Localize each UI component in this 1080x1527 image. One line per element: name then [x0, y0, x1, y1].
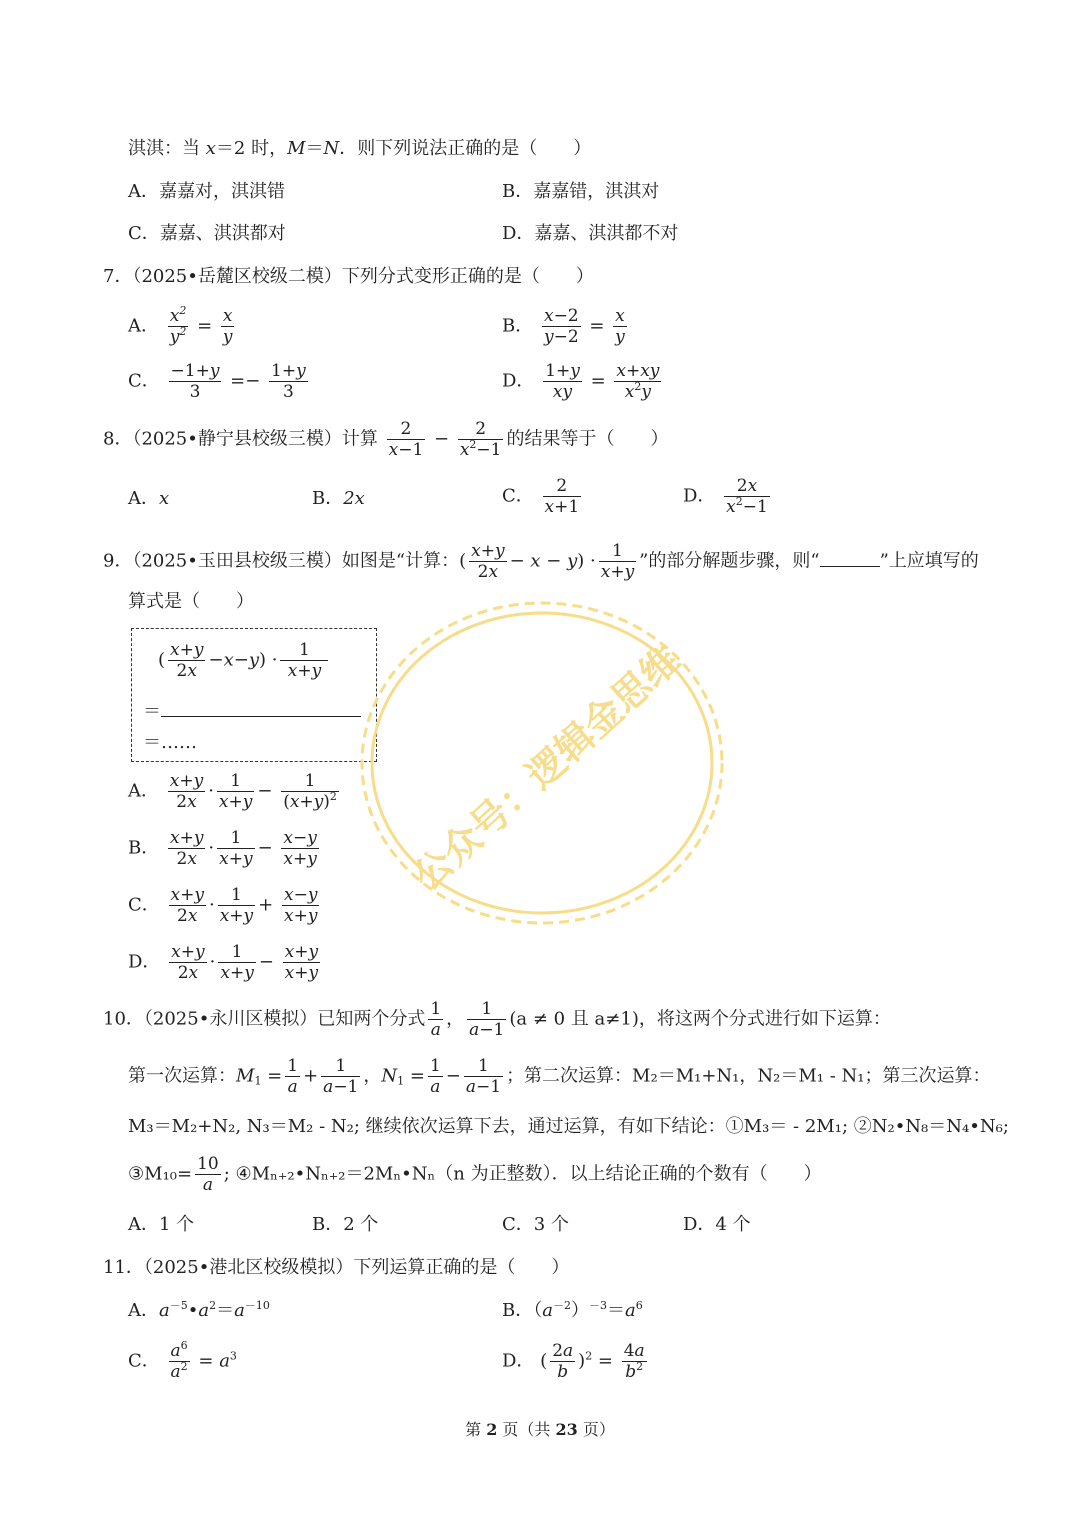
q10-line3: M₃＝M₂+N₂, N₃＝M₂ - N₂; 继续依次运算下去，通过运算，有如下结论：①M₃＝ - 2M₁; ②N₂•N₈＝N₄•N₆;	[128, 1116, 1009, 1137]
page-footer: 第 2 页（共 23 页）	[465, 1420, 615, 1439]
q7-option-b: B． $\frac{x-2}{y-2}$ = $\frac{x}{y}$	[502, 306, 625, 347]
q9-option-b: B． $\frac{x+y}{2x}$ · $\frac{1}{x+y}$ − $\frac{x-y}{x+y}$	[128, 828, 317, 869]
q9-stem-line2: 算式是（ ）	[128, 591, 254, 612]
q6-option-a: A．嘉嘉对，淇淇错	[128, 181, 285, 202]
answer-blank	[820, 550, 880, 567]
q6-stem-tail: 淇淇：当 x＝2 时，M＝N．则下列说法正确的是（ ）	[128, 138, 592, 159]
q11-option-a: A．$a^{-5}•a^2=a^{-10}$	[128, 1299, 270, 1321]
q11-stem: 11．（2025•港北区校级模拟）下列运算正确的是（ ）	[103, 1257, 570, 1278]
q7-stem: 7．（2025•岳麓区校级二模）下列分式变形正确的是（ ）	[103, 266, 594, 287]
q9-option-c: C． $\frac{x+y}{2x}$ · $\frac{1}{x+y}$ + $\frac{x-y}{x+y}$	[128, 885, 318, 926]
q8-option-d: D． $\frac{2x}{x^2-1}$	[683, 476, 768, 517]
q9-option-a: A． $\frac{x+y}{2x}$ · $\frac{1}{x+y}$ − $\frac{1}{(x+y)^2}$	[128, 771, 337, 812]
q10-stem: 10．（2025•永川区模拟）已知两个分式 $\frac{1}{a}$ ， $\frac{1}{a-1}$ (a ≠ 0 且 a≠1)，将这两个分式进行如下运算：	[103, 999, 891, 1040]
q7-option-a: A． $\frac{x^2}{y^2}$ = $\frac{x}{y}$	[128, 304, 233, 347]
q9-option-d: D． $\frac{x+y}{2x}$ · $\frac{1}{x+y}$ − $\frac{x+y}{x+y}$	[128, 942, 319, 983]
q10-option-c: C．3 个	[502, 1214, 569, 1235]
box-step-dots: ＝……	[143, 732, 197, 753]
q6-option-c: C．嘉嘉、淇淇都对	[128, 223, 286, 244]
q8-option-a: A．x	[128, 488, 170, 509]
q10-line4: ③M₁₀= $\frac{10}{a}$ ; ④Mₙ₊₂•Nₙ₊₂＝2Mₙ•Nₙ（n 为正整数）．以上结论正确的个数有（ ）	[128, 1154, 822, 1195]
q10-option-d: D．4 个	[683, 1214, 751, 1235]
q11-option-d: D． ( $\frac{2a}{b}$ )$^2$ = $\frac{4a}{b^2}$	[502, 1341, 645, 1382]
q10-option-a: A．1 个	[128, 1214, 195, 1235]
q7-option-d: D． $\frac{1+y}{xy}$ = $\frac{x+xy}{x^2y}$	[502, 361, 660, 402]
q8-option-c: C． $\frac{2}{x+1}$	[502, 476, 580, 517]
watermark-text: 公众号：逻辑金思维	[404, 637, 689, 899]
q10-option-b: B．2 个	[312, 1214, 379, 1235]
q11-option-b: B．$(a^{-2})^{-3}=a^6$	[502, 1299, 643, 1321]
q6-option-d: D．嘉嘉、淇淇都不对	[502, 223, 679, 244]
q8-option-b: B．2x	[312, 488, 365, 509]
q9-stem: 9．（2025•玉田县校级三模）如图是“计算：( $\frac{x+y}{2x}$ − x − y) · $\frac{1}{x+y}$ ”的部分解题步骤，则“ ”上应填写的	[103, 541, 979, 582]
q6-option-b: B．嘉嘉错，淇淇对	[502, 181, 660, 202]
q10-line2: 第一次运算：$M_1$ = $\frac{1}{a}$ + $\frac{1}{a-1}$ ，$N_1$ = $\frac{1}{a}$ − $\frac{1}{a-1}$ ；第二次运算：M₂＝M₁+N₁，N₂＝M₁ - N₁；第三次运算：	[128, 1056, 991, 1097]
q7-option-c: C． $\frac{-1+y}{3}$ =− $\frac{1+y}{3}$	[128, 361, 306, 402]
box-expression: ( $\frac{x+y}{2x}$ −x−y) · $\frac{1}{x+y}$	[158, 640, 331, 681]
q11-option-c: C． $\frac{a^6}{a^2}$ = $a^3$	[128, 1339, 237, 1382]
box-step-blank: ＝	[143, 698, 361, 723]
watermark-stamp	[356, 598, 728, 928]
q8-stem: 8．（2025•静宁县校级三模）计算 $\frac{2}{x-1}$ − $\frac{2}{x^2-1}$ 的结果等于（ ）	[103, 419, 669, 460]
